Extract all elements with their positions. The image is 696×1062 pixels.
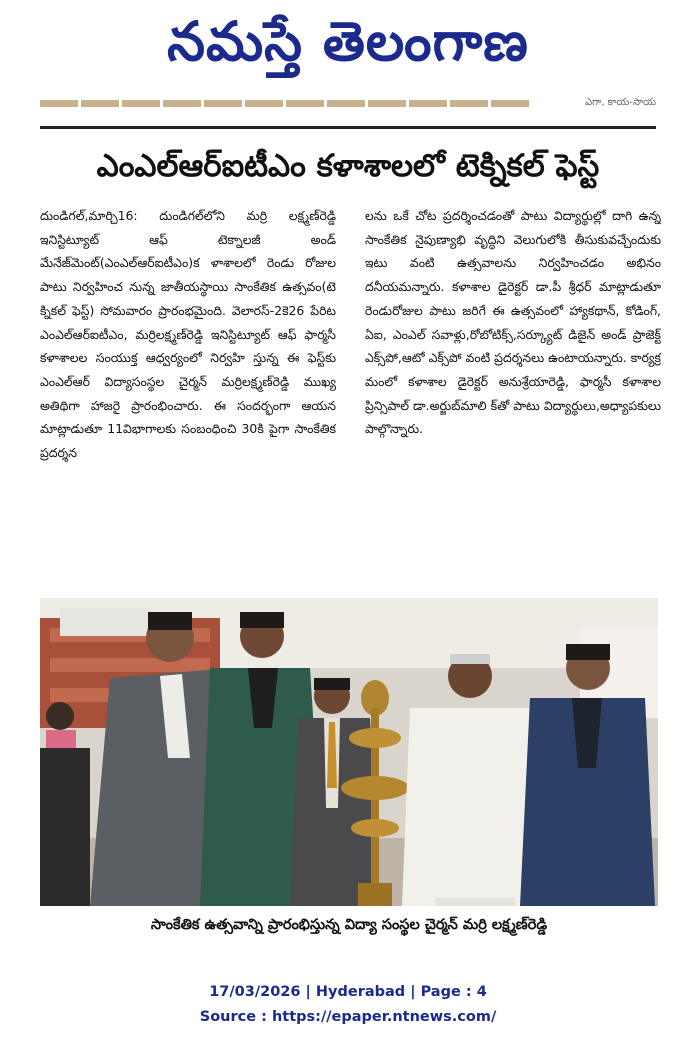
- page-footer: [0, 980, 696, 1030]
- article-column-left: దుండిగల్,మార్చి16: దుండిగల్‌లోని మర్రి లక్ష్మణ్‌రెడ్డి ఇనిస్టిట్యూట్ ఆఫ్ టెక్నాలజీ అండ్ మేనేజ్‌మెంట్(ఎంఎల్‌ఆర్‌ఐటీఎం)క ళాశాలలో రెండు రోజుల పాటు నిర్వహించ నున్న జాతీయస్థాయి సాంకేతిక ఉత్సవం(టె క్నికల్ ఫెస్ట్) సోమవారం ప్రారంభమైంది. వెలారస్-2కె26 పేరిట ఎంఎల్‌ఆర్‌ఐటీఎం, మర్రిలక్ష్మణ్‌రెడ్డి ఇనిస్టిట్యూట్ ఆఫ్ ఫార్మసీ కళాశాలల సంయుక్త ఆధ్వర్యంలో నిర్వహి స్తున్న ఈ ఫెస్ట్‌కు ఎంఎల్‌ఆర్ విద్యాసంస్థల చైర్మన్ మర్రిలక్ష్మణ్‌రెడ్డి ముఖ్య అతిథిగా హాజరై ప్రారంభించారు. ఈ సందర్భంగా ఆయన మాట్లాడుతూ 11విభాగాలకు సంబంధించి 30కి పైగా సాంకేతిక ప్రదర్శన: [40, 208, 336, 461]
- article-photo: [40, 598, 658, 906]
- masthead-title: నమస్తే తెలంగాణ: [167, 9, 529, 73]
- article-column-right: లను ఒకే చోట ప్రదర్శించడంతో పాటు విద్యార్థుల్లో దాగి ఉన్న సాంకేతిక నైపుణ్యాభి వృద్ధిని వెలుగులోకి తీసుకువచ్చేందుకు ఇటు వంటి ఉత్సవాలను నిర్వహించడం అభినం దనీయమన్నారు. కళాశాల డైరెక్టర్ డా.పీ శ్రీధర్ మాట్లాడుతూ రెండురోజుల పాటు జరిగే ఈ ఉత్సవంలో హ్యాకథాన్, కోడింగ్, ఏఐ, ఎంఎల్ సవాళ్లు,రోబోటిక్స్,సర్క్యూట్ డిజైన్ అండ్ ప్రాజెక్ట్ ఎక్స్‌పో,ఆటో ఎక్స్‌పో వంటి ప్రదర్శనలు ఉంటాయన్నారు. కార్యక్ర మంలో కళాశాల డైరెక్టర్ అనుశ్రేయారెడ్డి, ఫార్మసీ కళాశాల ప్రిన్సిపాల్ డా.అర్జుబ్‌మాలి క్‌తో పాటు విద్యార్థులు,అధ్యాపకులు పాల్గొన్నారు.: [365, 208, 661, 437]
- edition-info: 17/03/2026 | Hyderabad | Page : 4: [209, 984, 487, 1000]
- section-divider: [40, 126, 656, 129]
- article-headline: ఎంఎల్‌ఆర్‌ఐటీఎం కళాశాలలో టెక్నికల్ ఫెస్ట్: [96, 147, 600, 184]
- masthead: [0, 0, 696, 96]
- photo-caption: సాంకేతిక ఉత్సవాన్ని ప్రారంభిస్తున్న విద్యా సంస్థల చైర్మన్ మర్రి లక్ష్మణ్‌రెడ్డి: [150, 917, 548, 933]
- source-link[interactable]: Source : https://epaper.ntnews.com/: [199, 1009, 497, 1025]
- previous-article-snippet: ఎగా, కాయ-సాయ: [585, 97, 656, 108]
- previous-article-strip: [40, 96, 656, 110]
- previous-article-image-strip: [40, 100, 529, 107]
